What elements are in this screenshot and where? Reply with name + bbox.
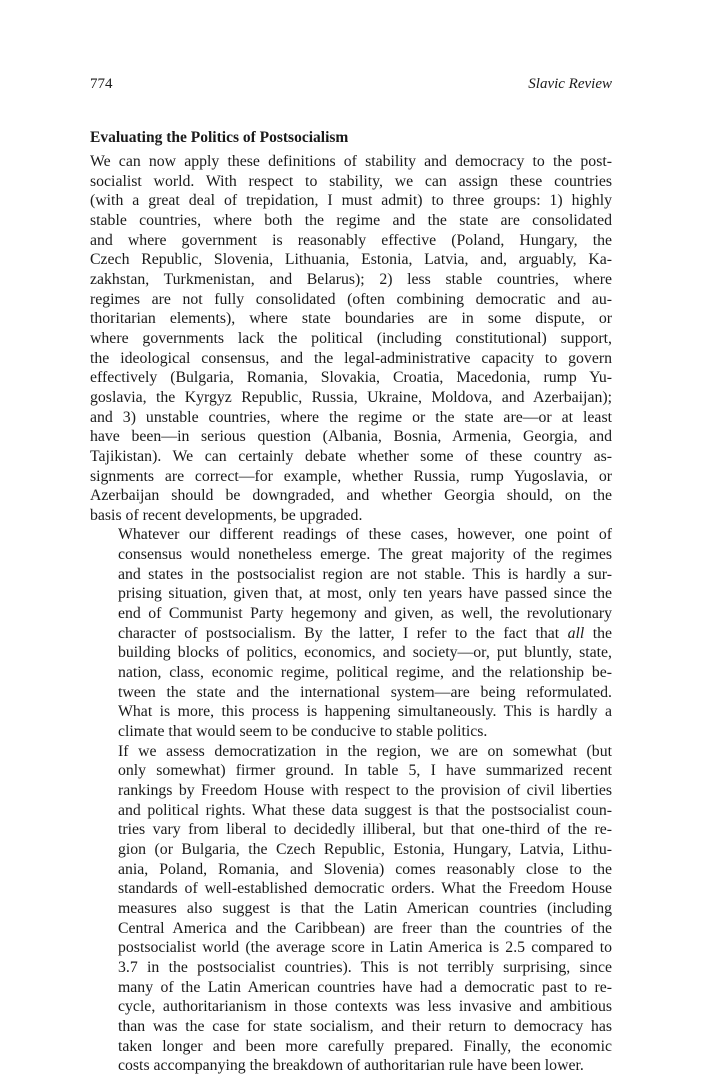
- text-line: 3.7 in the postsocialist countries). This is not terribly surprising, since: [118, 958, 612, 976]
- text-line: regimes are not fully consolidated (often combining democratic and au-: [90, 290, 612, 308]
- text-line: effectively (Bulgaria, Romania, Slovakia, Croatia, Macedonia, rump Yu-: [90, 369, 612, 387]
- text-line: signments are correct—for example, whether Russia, rump Yugoslavia, or: [90, 467, 612, 485]
- text-line: (with a great deal of trepidation, I must admit) to three groups: 1) highly: [90, 192, 612, 210]
- text-line: If we assess democratization in the region, we are on somewhat (but: [118, 742, 612, 760]
- text-line: Azerbaijan should be downgraded, and whether Georgia should, on the: [90, 487, 612, 505]
- paragraph-1: [90, 152, 612, 525]
- text-line: basis of recent developments, be upgraded.: [90, 506, 363, 524]
- text-line: nation, class, economic regime, political regime, and the relationship be-: [118, 664, 612, 682]
- text-line: than was the case for state socialism, and their return to democracy has: [118, 1017, 612, 1035]
- text-line: stable countries, where both the regime and the state are consolidated: [90, 211, 612, 229]
- section-heading: Evaluating the Politics of Postsocialism: [90, 129, 349, 146]
- text-line: postsocialist world (the average score in Latin America is 2.5 compared to: [118, 939, 612, 957]
- body-text: [90, 152, 612, 1076]
- text-line: thoritarian elements), where state boundaries are in some dispute, or: [90, 310, 612, 328]
- text-line: where governments lack the political (including constitutional) support,: [90, 329, 612, 347]
- text-line: tries vary from liberal to decidedly illiberal, but that one-third of the re-: [118, 821, 612, 839]
- text-line: the ideological consensus, and the legal-administrative capacity to govern: [90, 349, 612, 367]
- text-line: What is more, this process is happening simultaneously. This is hardly a: [118, 703, 612, 721]
- text-line: measures also suggest is that the Latin American countries (including: [118, 899, 612, 917]
- text-line: and states in the postsocialist region are not stable. This is hardly a sur-: [118, 565, 612, 583]
- text-line: tween the state and the international system—are being reformulated.: [118, 683, 612, 701]
- text-line: have been—in serious question (Albania, Bosnia, Armenia, Georgia, and: [90, 428, 612, 446]
- text-line: character of postsocialism. By the latter, I refer to the fact that all the: [118, 624, 612, 642]
- text-line: Tajikistan). We can certainly debate whether some of these country as-: [90, 447, 612, 465]
- text-line: and political rights. What these data suggest is that the postsocialist coun-: [118, 801, 612, 819]
- running-head: [90, 76, 612, 98]
- text-line: cycle, authoritarianism in those contexts was less invasive and ambitious: [118, 998, 612, 1016]
- text-line: many of the Latin American countries have had a democratic past to re-: [118, 978, 612, 996]
- text-line: zakhstan, Turkmenistan, and Belarus); 2) less stable countries, where: [90, 270, 612, 288]
- text-line: Czech Republic, Slovenia, Lithuania, Estonia, Latvia, and, arguably, Ka-: [90, 251, 612, 269]
- text-line: standards of well-established democratic orders. What the Freedom House: [118, 880, 612, 898]
- text-line: We can now apply these definitions of stability and democracy to the post-: [90, 153, 612, 170]
- text-line: and 3) unstable countries, where the regime or the state are—or at least: [90, 408, 612, 426]
- text-line: and where government is reasonably effective (Poland, Hungary, the: [90, 231, 612, 249]
- text-line: Whatever our different readings of these cases, however, one point of: [118, 526, 612, 544]
- text-line: prising situation, given that, at most, only ten years have passed since the: [118, 585, 612, 603]
- text-line: rankings by Freedom House with respect to the provision of civil liberties: [118, 782, 612, 799]
- text-line: consensus would nonetheless emerge. The great majority of the regimes: [118, 546, 612, 564]
- text-line: socialist world. With respect to stability, we can assign these countries: [90, 172, 612, 190]
- journal-title: Slavic Review: [528, 76, 612, 92]
- text-line: climate that would seem to be conducive to stable politics.: [118, 723, 488, 741]
- text-line: only somewhat) firmer ground. In table 5, I have summarized recent: [118, 762, 612, 780]
- text-line: goslavia, the Kyrgyz Republic, Russia, Ukraine, Moldova, and Azerbaijan);: [90, 388, 612, 406]
- text-line: costs accompanying the breakdown of authoritarian rule have been lower.: [118, 1057, 584, 1075]
- text-line: gion (or Bulgaria, the Czech Republic, Estonia, Hungary, Latvia, Lithu-: [118, 840, 612, 858]
- paragraph-2: [90, 525, 612, 741]
- text-line: building blocks of politics, economics, and society—or, put bluntly, state,: [118, 644, 612, 662]
- text-line: Central America and the Caribbean) are freer than the countries of the: [118, 919, 612, 937]
- text-line: end of Communist Party hegemony and given, as well, the revolutionary: [118, 605, 612, 623]
- text-line: ania, Poland, Romania, and Slovenia) comes reasonably close to the: [118, 860, 612, 878]
- paragraph-3: [90, 742, 612, 1076]
- text-line: taken longer and been more carefully prepared. Finally, the economic: [118, 1037, 612, 1055]
- page-number: 774: [90, 76, 113, 92]
